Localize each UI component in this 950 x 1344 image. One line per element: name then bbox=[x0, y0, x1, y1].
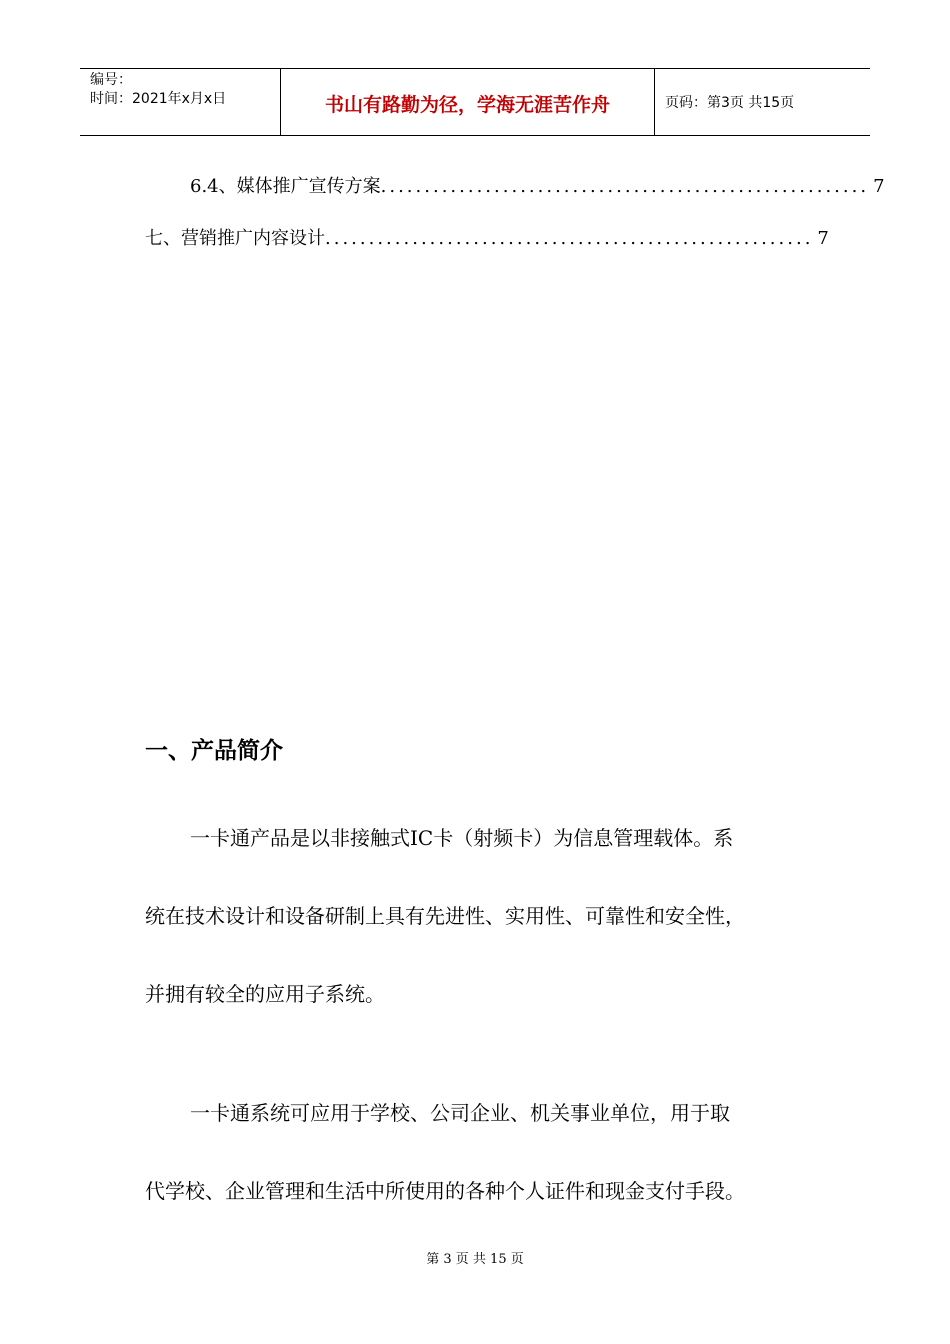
paragraph-line: 统在技术设计和设备研制上具有先进性、实用性、可靠性和安全性， bbox=[145, 904, 745, 928]
toc-entry-page: 7 bbox=[817, 228, 829, 249]
serial-label: 编号： bbox=[90, 72, 132, 88]
header-meta bbox=[80, 69, 281, 135]
paragraph-intro bbox=[145, 819, 815, 1053]
section-title: 一、产品简介 bbox=[145, 738, 283, 764]
paragraph-line: 一卡通系统可应用于学校、公司企业、机关事业单位，用于取 bbox=[190, 1101, 730, 1125]
paragraph-line: 代学校、企业管理和生活中所使用的各种个人证件和现金支付手段。 bbox=[145, 1179, 745, 1203]
toc-entry-label: 6.4、媒体推广宣传方案 bbox=[190, 176, 381, 197]
toc-entry[interactable] bbox=[145, 224, 829, 250]
page-footer: 第 3 页 共 15 页 bbox=[426, 1252, 524, 1267]
paragraph-line: 并拥有较全的应用子系统。 bbox=[145, 982, 385, 1006]
paragraph-usage bbox=[145, 1094, 815, 1250]
toc-entry-leader: ........................................................ bbox=[325, 228, 814, 249]
toc-entry-leader: ........................................................ bbox=[380, 176, 870, 197]
page-header bbox=[80, 68, 870, 136]
toc-entry[interactable] bbox=[190, 172, 885, 198]
toc-entry-label: 七、营销推广内容设计 bbox=[145, 228, 325, 249]
time-label: 时间：2021年x月x日 bbox=[90, 91, 227, 107]
header-motto: 书山有路勤为径，学海无涯苦作舟 bbox=[281, 69, 655, 135]
paragraph-line: 一卡通产品是以非接触式IC卡（射频卡）为信息管理载体。系 bbox=[190, 826, 734, 850]
toc-entry-page: 7 bbox=[873, 176, 885, 197]
header-page-info: 页码：第3页 共15页 bbox=[665, 95, 795, 111]
